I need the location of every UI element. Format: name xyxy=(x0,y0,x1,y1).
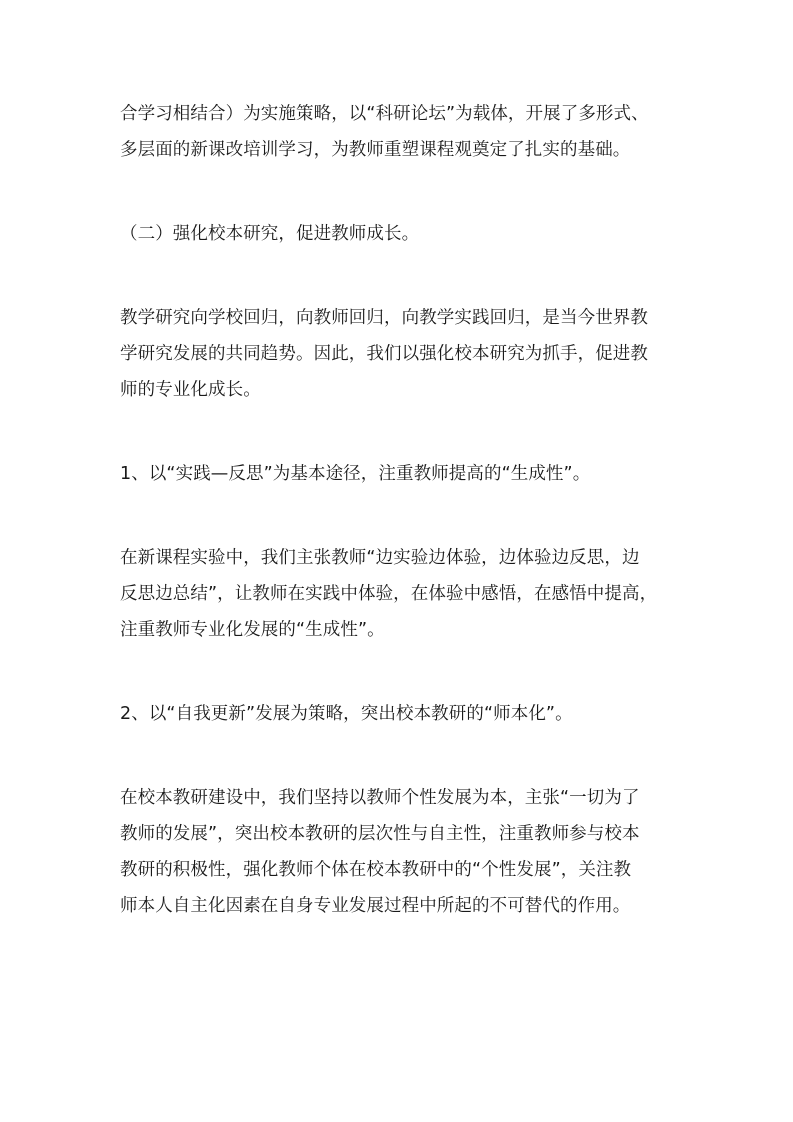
text-line: 教学研究向学校回归，向教师回归，向教学实践回归，是当今世界教 xyxy=(120,308,648,328)
text-line: 注重教师专业化发展的“生成性”。 xyxy=(120,620,385,640)
text-line: 反思边总结”，让教师在实践中体验，在体验中感悟，在感悟中提高， xyxy=(120,584,658,604)
section-heading-school-research xyxy=(120,216,680,252)
text-line: 在校本教研建设中，我们坚持以教师个性发展为本，主张“一切为了 xyxy=(120,788,640,808)
paragraph-new-curriculum xyxy=(120,540,680,648)
text-line: 师的专业化成长。 xyxy=(120,380,261,400)
paragraph-training-strategy xyxy=(120,96,680,168)
text-line: 师本人自主化因素在自身专业发展过程中所起的不可替代的作用。 xyxy=(120,896,631,916)
subheading-self-renewal xyxy=(120,696,680,732)
heading-line: 1、以“实践—反思”为基本途径，注重教师提高的“生成性”。 xyxy=(120,464,591,484)
text-line: 在新课程实验中，我们主张教师“边实验边体验，边体验边反思，边 xyxy=(120,548,640,568)
heading-line: 2、以“自我更新”发展为策略，突出校本教研的“师本化”。 xyxy=(120,704,573,724)
heading-line: （二）强化校本研究，促进教师成长。 xyxy=(120,224,420,244)
text-line: 教师的发展”，突出校本教研的层次性与自主性，注重教师参与校本 xyxy=(120,824,640,844)
paragraph-teacher-development xyxy=(120,780,680,924)
text-line: 合学习相结合）为实施策略，以“科研论坛”为载体，开展了多形式、 xyxy=(120,104,649,124)
paragraph-research-trend xyxy=(120,300,680,408)
text-line: 学研究发展的共同趋势。因此，我们以强化校本研究为抓手，促进教 xyxy=(120,344,648,364)
text-line: 多层面的新课改培训学习，为教师重塑课程观奠定了扎实的基础。 xyxy=(120,140,631,160)
text-line: 教研的积极性，强化教师个体在校本教研中的“个性发展”，关注教 xyxy=(120,860,632,880)
document-body xyxy=(120,96,680,924)
subheading-practice-reflection xyxy=(120,456,680,492)
